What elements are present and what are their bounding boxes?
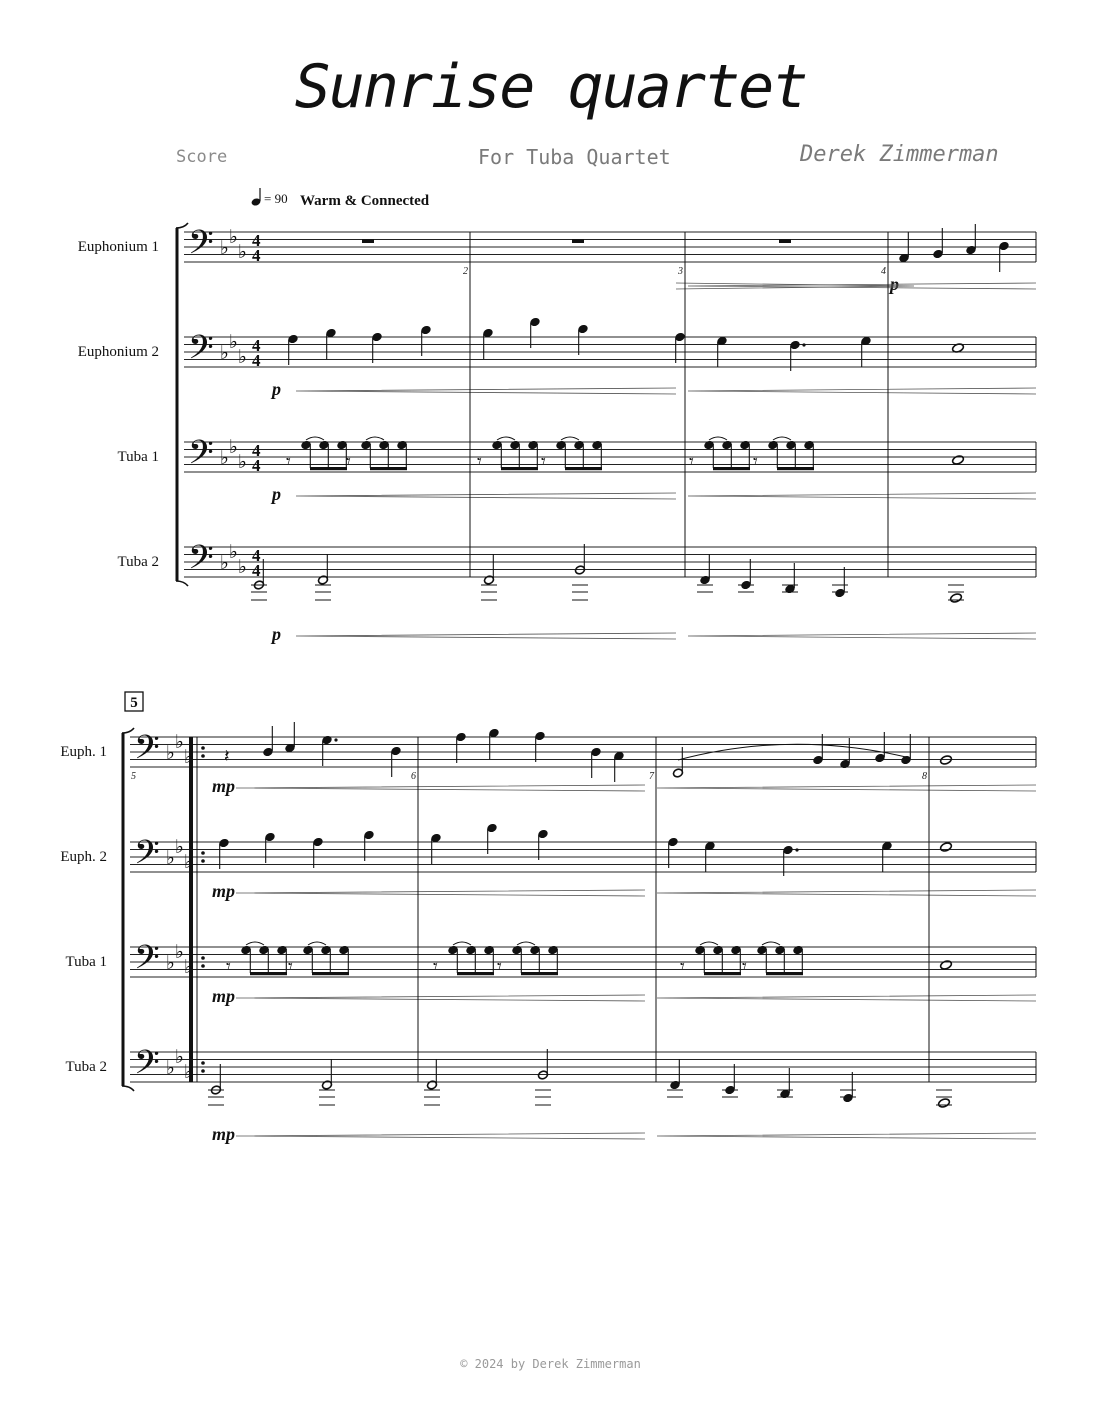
flat-icon: ♭ xyxy=(220,552,229,574)
flat-icon: ♭ xyxy=(229,436,238,458)
flat-icon: ♭ xyxy=(220,447,229,469)
crescendo-hairpin xyxy=(296,633,676,639)
time-signature-bottom: 4 xyxy=(252,456,261,475)
flat-icon: ♭ xyxy=(229,226,238,248)
bass-clef-icon: 𝄢 xyxy=(134,834,160,880)
crescendo-hairpin xyxy=(236,785,645,791)
beam xyxy=(457,972,494,975)
eighth-rest-icon: 𝄾 xyxy=(477,451,482,472)
eighth-rest-icon: 𝄾 xyxy=(286,451,291,472)
tie xyxy=(709,437,727,440)
beam xyxy=(250,972,287,975)
crescendo-hairpin xyxy=(688,493,1036,499)
dynamic-marking: mp xyxy=(212,1124,236,1144)
flat-icon: ♭ xyxy=(184,1061,193,1083)
crescendo-hairpin xyxy=(657,995,1036,1001)
crescendo-hairpin xyxy=(657,785,1036,791)
whole-rest-icon xyxy=(572,239,584,243)
measure-number: 3 xyxy=(678,266,683,277)
crescendo-hairpin xyxy=(236,995,645,1001)
beam xyxy=(521,972,558,975)
measure-number: 8 xyxy=(922,771,927,782)
bass-clef-icon: 𝄢 xyxy=(188,434,214,480)
flat-icon: ♭ xyxy=(238,241,247,263)
dynamic-marking: p xyxy=(272,484,281,504)
dynamic-marking: mp xyxy=(212,986,236,1006)
eighth-rest-icon: 𝄾 xyxy=(753,451,758,472)
crescendo-hairpin xyxy=(657,1133,1036,1139)
crescendo-hairpin xyxy=(296,493,676,499)
flat-icon: ♭ xyxy=(220,342,229,364)
tie xyxy=(700,942,718,945)
flat-icon: ♭ xyxy=(220,237,229,259)
tie xyxy=(561,437,579,440)
system-1 xyxy=(78,223,1036,644)
measure-number: 7 xyxy=(649,771,654,782)
flat-icon: ♭ xyxy=(175,836,184,858)
beam xyxy=(766,972,803,975)
eighth-rest-icon: 𝄾 xyxy=(742,956,747,977)
flat-icon: ♭ xyxy=(175,941,184,963)
time-signature-bottom: 4 xyxy=(252,351,261,370)
tie xyxy=(308,942,326,945)
tie xyxy=(453,942,471,945)
bass-clef-icon: 𝄢 xyxy=(134,729,160,775)
system-2 xyxy=(60,722,1036,1144)
eighth-rest-icon: 𝄾 xyxy=(541,451,546,472)
instrument-name: Euphonium 1 xyxy=(77,239,159,255)
eighth-rest-icon: 𝄾 xyxy=(680,956,685,977)
eighth-rest-icon: 𝄾 xyxy=(288,956,293,977)
crescendo-hairpin xyxy=(296,388,676,394)
quarter-rest-icon: 𝄽 xyxy=(224,746,230,767)
beam xyxy=(713,467,750,470)
bass-clef-icon: 𝄢 xyxy=(188,329,214,375)
time-signature-top: 4 xyxy=(252,546,261,565)
time-signature-top: 4 xyxy=(252,336,261,355)
instrument-name: Tuba 1 xyxy=(117,449,159,465)
instrument-name: Tuba 2 xyxy=(117,554,159,570)
tie xyxy=(497,437,515,440)
eighth-rest-icon: 𝄾 xyxy=(689,451,694,472)
flat-icon: ♭ xyxy=(238,346,247,368)
crescendo-hairpin xyxy=(688,633,1036,639)
beam xyxy=(312,972,349,975)
time-signature-top: 4 xyxy=(252,441,261,460)
flat-icon: ♭ xyxy=(229,541,238,563)
measure-number: 4 xyxy=(881,266,886,277)
copyright-footer: © 2024 by Derek Zimmerman xyxy=(460,1357,641,1371)
bass-clef-icon: 𝄢 xyxy=(188,539,214,585)
beam xyxy=(310,467,347,470)
eighth-rest-icon: 𝄾 xyxy=(433,956,438,977)
eighth-rest-icon: 𝄾 xyxy=(226,956,231,977)
note-head xyxy=(939,755,952,766)
flat-icon: ♭ xyxy=(238,556,247,578)
note-head xyxy=(949,593,962,604)
beam xyxy=(370,467,407,470)
tie xyxy=(762,942,780,945)
flat-icon: ♭ xyxy=(175,1046,184,1068)
flat-icon: ♭ xyxy=(166,847,175,869)
tie xyxy=(306,437,324,440)
dynamic-marking: p xyxy=(272,379,281,399)
crescendo-hairpin xyxy=(657,890,1036,896)
tie xyxy=(246,942,264,945)
tempo-bpm: = 90 xyxy=(264,191,288,206)
flat-icon: ♭ xyxy=(166,1057,175,1079)
time-signature-bottom: 4 xyxy=(252,561,261,580)
flat-icon: ♭ xyxy=(238,451,247,473)
tie xyxy=(366,437,384,440)
note-head xyxy=(951,455,964,466)
whole-rest-icon xyxy=(362,239,374,243)
dynamic-marking: p xyxy=(890,274,899,294)
instrument-name: Tuba 2 xyxy=(65,1059,107,1075)
instrument-name: Tuba 1 xyxy=(65,954,107,970)
score-label: Score xyxy=(176,147,228,167)
measure-number: 5 xyxy=(131,771,136,782)
note-head xyxy=(937,1098,950,1109)
tempo-marking xyxy=(251,188,430,209)
flat-icon: ♭ xyxy=(175,731,184,753)
score-subtitle: For Tuba Quartet xyxy=(478,145,671,169)
measure-number: 6 xyxy=(411,771,416,782)
eighth-rest-icon: 𝄾 xyxy=(346,451,351,472)
beam xyxy=(501,467,538,470)
time-signature-top: 4 xyxy=(252,231,261,250)
tempo-text: Warm & Connected xyxy=(300,193,430,209)
note-head xyxy=(939,842,952,853)
composer-name: Derek Zimmerman xyxy=(800,142,999,167)
dynamic-marking: mp xyxy=(212,776,236,796)
crescendo-hairpin xyxy=(236,890,645,896)
flat-icon: ♭ xyxy=(184,956,193,978)
rehearsal-mark-label: 5 xyxy=(130,695,138,711)
measure-number: 2 xyxy=(463,266,468,277)
note-head xyxy=(939,960,952,971)
dynamic-marking: p xyxy=(272,624,281,644)
instrument-name: Euph. 2 xyxy=(60,849,107,865)
crescendo-hairpin xyxy=(688,388,1036,394)
whole-rest-icon xyxy=(779,239,791,243)
dynamic-marking: mp xyxy=(212,881,236,901)
rehearsal-mark xyxy=(125,692,143,711)
bass-clef-icon: 𝄢 xyxy=(134,1044,160,1090)
flat-icon: ♭ xyxy=(184,746,193,768)
flat-icon: ♭ xyxy=(166,742,175,764)
beam xyxy=(777,467,814,470)
beam xyxy=(704,972,741,975)
bass-clef-icon: 𝄢 xyxy=(134,939,160,985)
time-signature-bottom: 4 xyxy=(252,246,261,265)
flat-icon: ♭ xyxy=(229,331,238,353)
beam xyxy=(565,467,602,470)
tie xyxy=(517,942,535,945)
crescendo-hairpin xyxy=(236,1133,645,1139)
flat-icon: ♭ xyxy=(184,851,193,873)
bass-clef-icon: 𝄢 xyxy=(188,224,214,270)
score-title: Sunrise quartet xyxy=(294,52,807,122)
flat-icon: ♭ xyxy=(166,952,175,974)
tie xyxy=(773,437,791,440)
instrument-name: Euphonium 2 xyxy=(77,344,159,360)
eighth-rest-icon: 𝄾 xyxy=(497,956,502,977)
instrument-name: Euph. 1 xyxy=(60,744,107,760)
